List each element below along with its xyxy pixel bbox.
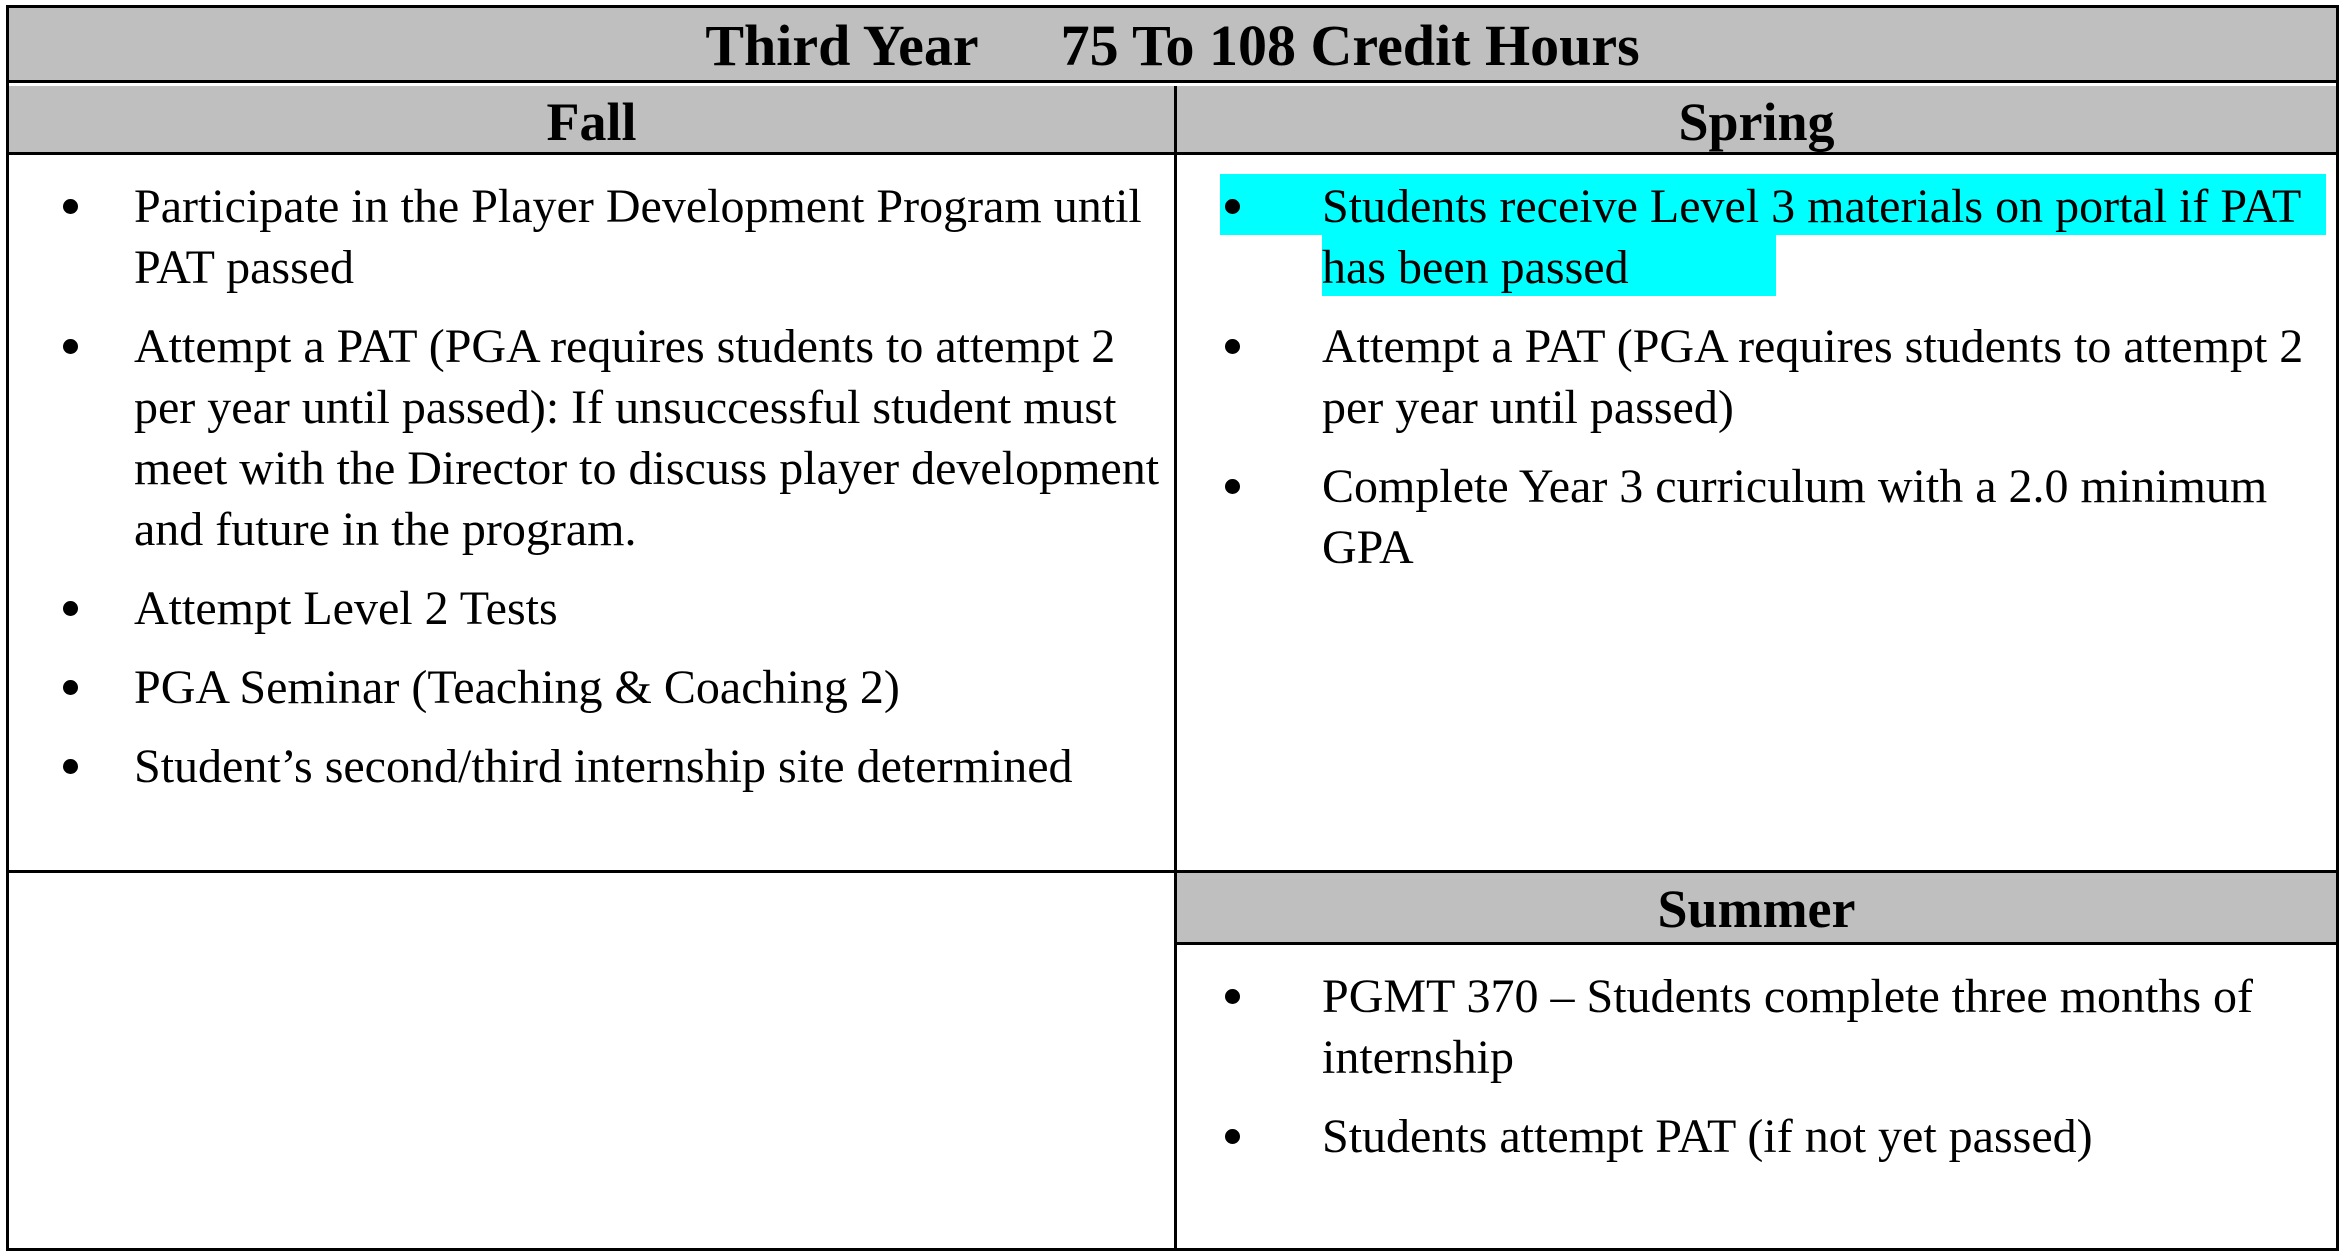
fall-item-text: Participate in the Player Development Program until PAT passed — [134, 180, 1142, 294]
bullet-icon — [1225, 1129, 1240, 1144]
list-item — [9, 657, 1174, 718]
list-item — [9, 578, 1174, 639]
list-item — [1177, 966, 2336, 1088]
list-item — [9, 736, 1174, 797]
bullet-icon — [63, 199, 78, 214]
list-item — [9, 176, 1174, 298]
bullet-icon — [63, 759, 78, 774]
bullet-icon — [1225, 339, 1240, 354]
fall-item-text: PGA Seminar (Teaching & Coaching 2) — [134, 661, 900, 714]
title-year: Third Year — [705, 13, 979, 78]
spring-list — [1177, 158, 2336, 578]
summer-header: Summer — [1177, 873, 2336, 945]
spring-item-text: Complete Year 3 curriculum with a 2.0 minimum GPA — [1322, 460, 2268, 574]
bullet-icon — [63, 601, 78, 616]
bullet-icon — [63, 680, 78, 695]
bullet-icon — [1225, 989, 1240, 1004]
fall-list — [9, 158, 1174, 797]
spring-item-text: Attempt a PAT (PGA requires students to attempt 2 per year until passed) — [1322, 320, 2304, 434]
bullet-icon — [1225, 199, 1240, 214]
list-item — [1177, 176, 2336, 298]
table-title — [9, 8, 2336, 83]
summer-item-text: Students attempt PAT (if not yet passed) — [1322, 1110, 2093, 1163]
spring-header: Spring — [1177, 86, 2336, 155]
list-item — [9, 316, 1174, 560]
list-item — [1177, 316, 2336, 438]
list-item — [1177, 456, 2336, 578]
summer-cell — [1177, 948, 2336, 1248]
fall-item-text: Student’s second/third internship site determined — [134, 740, 1073, 793]
title-credits: 75 To 108 Credit Hours — [1060, 13, 1640, 78]
list-item — [1177, 1106, 2336, 1167]
summer-item-text: PGMT 370 – Students complete three months of internship — [1322, 970, 2254, 1084]
fall-header: Fall — [9, 86, 1174, 155]
spring-cell — [1177, 158, 2336, 870]
bullet-icon — [1225, 479, 1240, 494]
fall-cell — [9, 158, 1174, 870]
spring-item-text: Students receive Level 3 materials on portal if PAT has been passed — [1322, 180, 2301, 294]
summer-list — [1177, 948, 2336, 1167]
fall-item-text: Attempt Level 2 Tests — [134, 582, 558, 635]
bullet-icon — [63, 339, 78, 354]
fall-item-text: Attempt a PAT (PGA requires students to attempt 2 per year until passed): If unsuccessful student must meet with the Director to discuss player development and future in the program. — [134, 320, 1160, 556]
schedule-table — [6, 5, 2339, 1251]
